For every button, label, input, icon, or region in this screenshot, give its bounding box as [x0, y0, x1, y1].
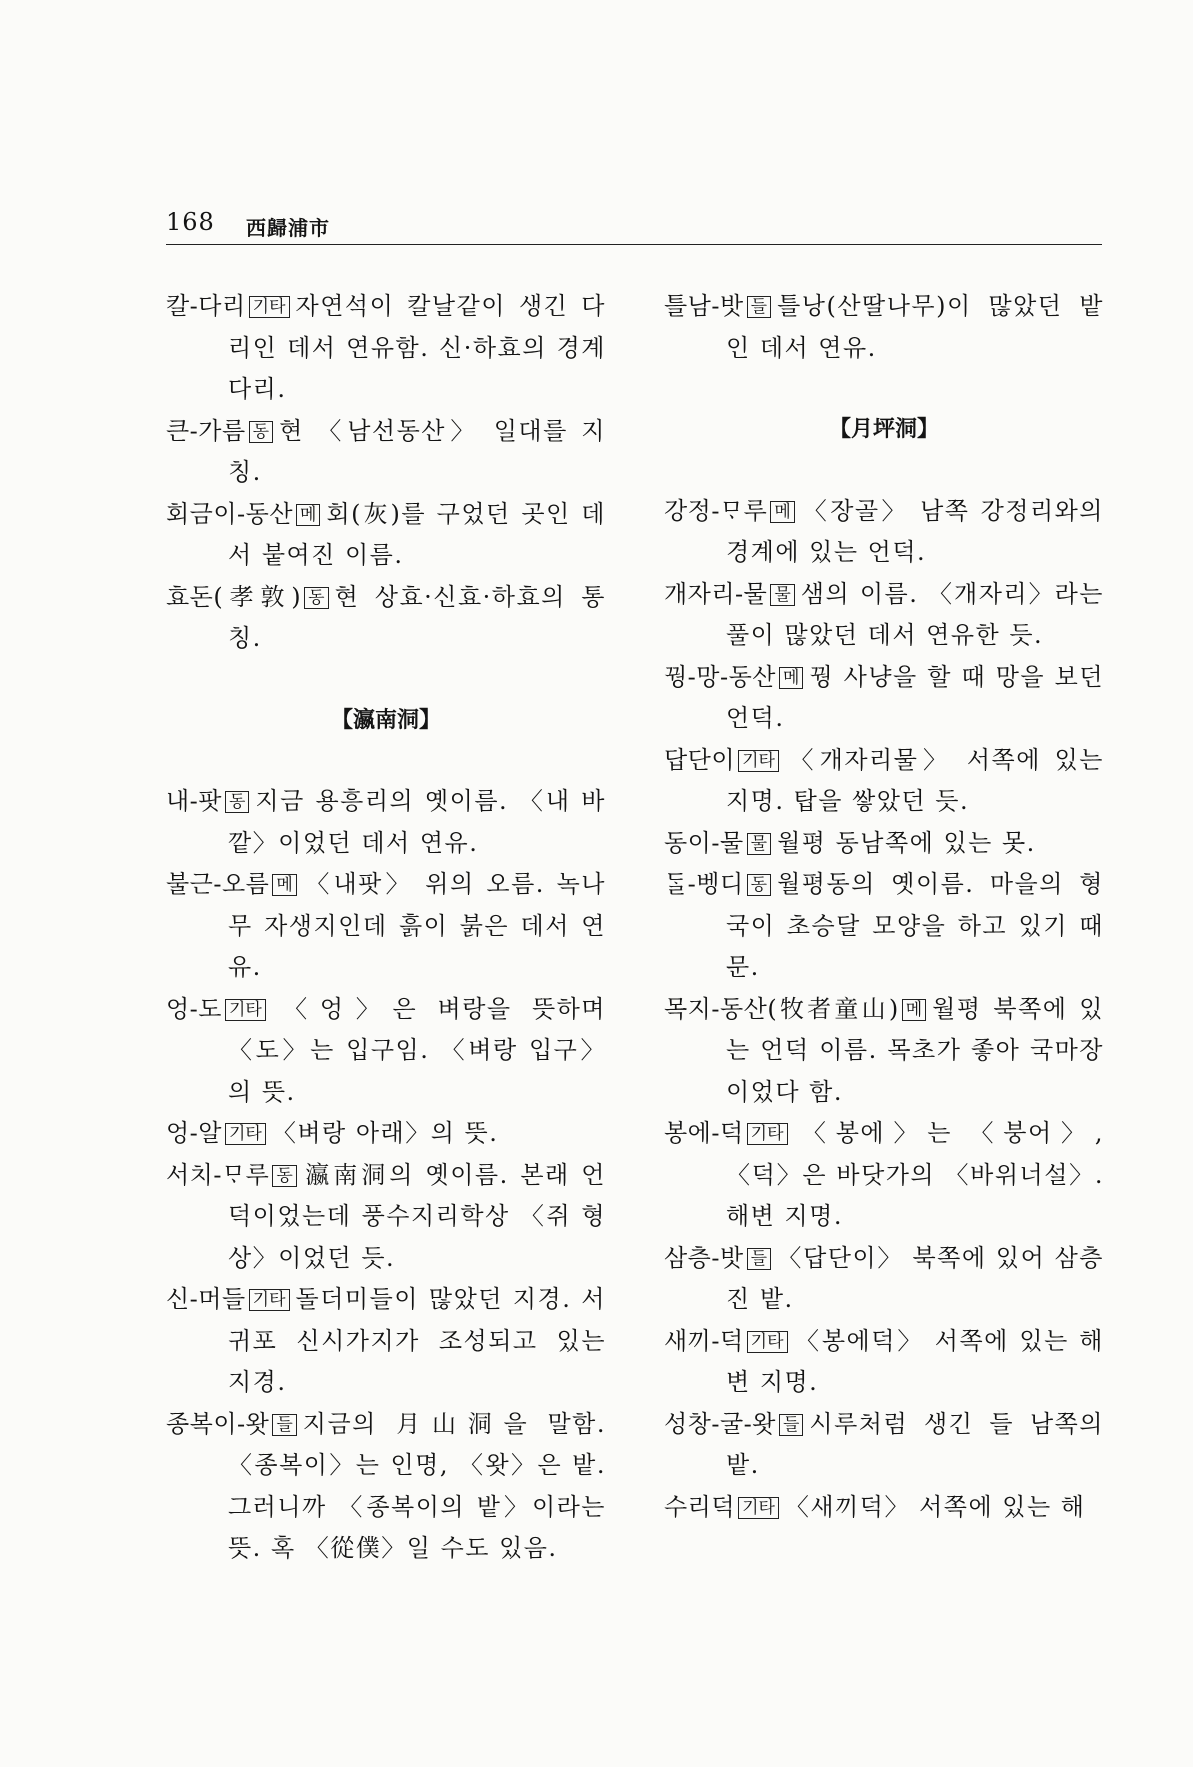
- entry-description: 지금 용흥리의 옛이름. 〈내 바깥〉이었던 데서 연유.: [228, 787, 606, 857]
- category-tag: 메: [770, 501, 794, 523]
- dictionary-entry: [166, 577, 606, 660]
- entry-description: 지금의 月山洞을 말함. 〈종복이〉는 인명, 〈왓〉은 밭. 그러니까 〈종복이의 밭〉이라는 뜻. 혹 〈從僕〉일 수도 있음.: [228, 1409, 606, 1562]
- entry-term: 불근-오름: [166, 870, 270, 898]
- entry-description: 瀛南洞의 옛이름. 본래 언덕이었는데 풍수지리학상 〈쥐 형상〉이었던 듯.: [228, 1160, 606, 1272]
- entry-list: [166, 286, 606, 660]
- dictionary-entry: [166, 286, 606, 411]
- entry-description: 〈벼랑 아래〉의 뜻.: [271, 1119, 499, 1147]
- entry-list: [664, 286, 1104, 369]
- dictionary-entry: [166, 989, 606, 1114]
- entry-description: 〈장골〉 남쪽 강정리와의 경계에 있는 언덕.: [726, 496, 1104, 566]
- entry-list: [166, 781, 606, 1570]
- entry-term: 개자리-물: [664, 579, 768, 608]
- category-tag: 메: [902, 999, 926, 1021]
- dictionary-entry: [166, 781, 606, 864]
- entry-description: 꿩 사냥을 할 때 망을 보던 언덕.: [726, 662, 1104, 732]
- entry-term: 서치-ᄆᆞ루: [166, 1160, 270, 1189]
- entry-term: 목지-동산(牧者童山): [664, 994, 899, 1023]
- dictionary-entry: [664, 1321, 1104, 1404]
- entry-list: [664, 491, 1104, 1529]
- entry-term: 동이-물: [664, 828, 744, 857]
- dictionary-entry: [664, 1238, 1104, 1321]
- entry-term: 꿩-망-동산: [664, 662, 776, 691]
- dictionary-entry: [166, 864, 606, 989]
- entry-term: 삼층-밧: [664, 1243, 744, 1272]
- entry-description: 〈답단이〉 북쪽에 있어 삼층진 밭.: [726, 1243, 1104, 1313]
- category-tag: 동: [272, 1165, 296, 1187]
- dictionary-entry: [166, 1404, 606, 1570]
- entry-description: 월평 북쪽에 있는 언덕 이름. 목초가 좋아 국마장이었다 함.: [726, 994, 1104, 1106]
- entry-description: 회(灰)를 구었던 곳인 데서 붙여진 이름.: [228, 499, 606, 569]
- dictionary-entry: [664, 823, 1104, 865]
- entry-term: 칼-다리: [166, 292, 246, 320]
- dictionary-entry: [166, 1279, 606, 1404]
- category-tag: 기타: [738, 1497, 779, 1519]
- entry-term: 신-머들: [166, 1285, 246, 1313]
- category-tag: 동: [304, 587, 328, 609]
- category-tag: 기타: [249, 1289, 290, 1311]
- dictionary-entry: [166, 411, 606, 494]
- entry-term: ᄃᆞᆯ-벵디: [664, 870, 744, 898]
- section-heading: 【月坪洞】: [828, 416, 939, 442]
- category-tag: 기타: [747, 1331, 788, 1353]
- entry-term: 내-팟: [166, 787, 222, 815]
- dictionary-entry: [664, 491, 1104, 574]
- dictionary-entry: [166, 1155, 606, 1280]
- entry-description: 〈엉〉은 벼랑을 뜻하며 〈도〉는 입구임. 〈벼랑 입구〉의 뜻.: [228, 994, 606, 1106]
- entry-description: 〈개자리물〉 서쪽에 있는 지명. 탑을 쌓았던 듯.: [726, 745, 1104, 815]
- entry-description: 현 상효·신효·하효의 통칭.: [228, 582, 606, 652]
- entry-term: 큰-가름: [166, 416, 246, 445]
- entry-description: 〈봉에덕〉 서쪽에 있는 해변 지명.: [726, 1326, 1104, 1396]
- dictionary-entry: [664, 1404, 1104, 1487]
- section-heading: 【瀛南洞】: [330, 706, 441, 733]
- dictionary-entry: [664, 740, 1104, 823]
- book-title: 西歸浦市: [246, 216, 330, 240]
- dictionary-entry: [664, 286, 1104, 369]
- entry-description: 〈봉에〉는 〈붕어〉, 〈덕〉은 바닷가의 〈바위너설〉. 해변 지명.: [726, 1119, 1104, 1230]
- category-tag: 들: [747, 296, 771, 318]
- dictionary-entry: [664, 574, 1104, 657]
- category-tag: 기타: [249, 296, 290, 318]
- category-tag: 메: [779, 667, 803, 689]
- dictionary-entry: [166, 1113, 606, 1155]
- entry-description: 월평 동남쪽에 있는 못.: [777, 828, 1036, 857]
- left-column: [166, 286, 606, 1570]
- entry-description: 〈내팟〉 위의 오름. 녹나무 자생지인데 흙이 붉은 데서 연유.: [228, 870, 606, 981]
- entry-term: 회금이-동산: [166, 499, 294, 528]
- dictionary-entry: [664, 864, 1104, 989]
- entry-description: 현 〈남선동산〉 일대를 지칭.: [228, 416, 606, 486]
- dictionary-entry: [664, 657, 1104, 740]
- category-tag: 기타: [225, 999, 266, 1021]
- entry-term: 성창-굴-왓: [664, 1409, 776, 1438]
- category-tag: 동: [747, 874, 771, 896]
- entry-description: 〈새끼덕〉 서쪽에 있는 해: [784, 1492, 1086, 1521]
- category-tag: 메: [272, 874, 296, 896]
- entry-term: 엉-알: [166, 1119, 222, 1147]
- entry-description: 월평동의 옛이름. 마을의 형국이 초승달 모양을 하고 있기 때문.: [726, 870, 1104, 981]
- dictionary-entry: [664, 1487, 1104, 1529]
- dictionary-entry: [166, 494, 606, 577]
- category-tag: 기타: [225, 1123, 266, 1145]
- entry-term: 봉에-덕: [664, 1119, 744, 1147]
- category-tag: 물: [747, 833, 771, 855]
- entry-description: 돌더미들이 많았던 지경. 서귀포 신시가지가 조성되고 있는 지경.: [228, 1285, 606, 1396]
- entry-description: 시루처럼 생긴 들 남쪽의 밭.: [726, 1409, 1104, 1479]
- right-column: [664, 286, 1104, 1528]
- dictionary-entry: [664, 989, 1104, 1114]
- entry-term: 답단이: [664, 745, 736, 774]
- entry-term: 종복이-왓: [166, 1409, 270, 1438]
- category-tag: 들: [272, 1414, 296, 1436]
- category-tag: 동: [225, 791, 249, 813]
- category-tag: 메: [296, 504, 320, 526]
- category-tag: 동: [249, 421, 273, 443]
- entry-term: 새끼-덕: [664, 1326, 744, 1355]
- category-tag: 기타: [747, 1123, 788, 1145]
- entry-term: 효돈(孝敦): [166, 582, 302, 611]
- entry-term: 엉-도: [166, 994, 222, 1023]
- category-tag: 들: [779, 1414, 803, 1436]
- dictionary-entry: [664, 1113, 1104, 1238]
- category-tag: 물: [770, 584, 794, 606]
- category-tag: 기타: [738, 750, 779, 772]
- entry-term: 틀남-밧: [664, 292, 744, 320]
- entry-description: 자연석이 칼날같이 생긴 다리인 데서 연유함. 신·하효의 경계 다리.: [228, 292, 606, 403]
- category-tag: 들: [747, 1248, 771, 1270]
- entry-description: 틀낭(산딸나무)이 많았던 밭인 데서 연유.: [726, 292, 1104, 362]
- entry-term: 강정-ᄆᆞ루: [664, 496, 768, 525]
- entry-term: 수리덕: [664, 1492, 736, 1521]
- page-number: 168: [166, 208, 215, 236]
- page-header: [166, 204, 1102, 245]
- entry-description: 샘의 이름. 〈개자리〉라는 풀이 많았던 데서 연유한 듯.: [726, 579, 1104, 649]
